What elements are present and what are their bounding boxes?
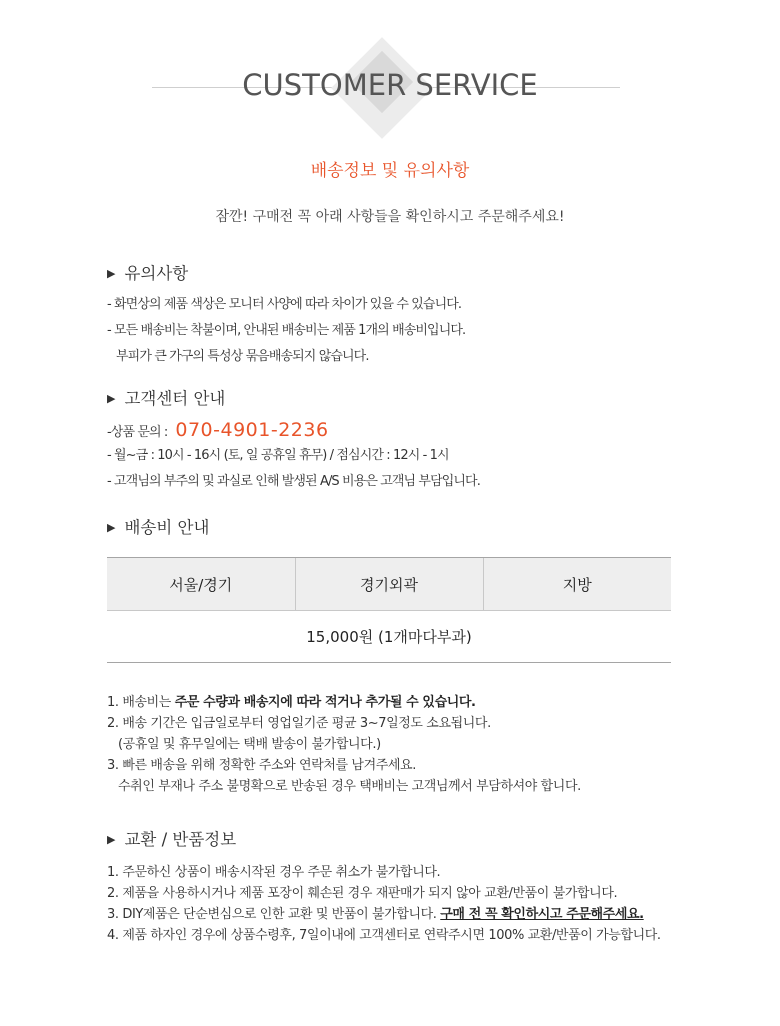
notice-line: - 모든 배송비는 착불이며, 안내된 배송비는 제품 1개의 배송비입니다. — [107, 323, 466, 338]
shipping-note — [107, 692, 581, 713]
table-header-gyeonggi-outer: 경기외곽 — [295, 558, 483, 611]
triangle-bullet-icon: ▶ — [107, 521, 116, 534]
notice-list — [107, 292, 465, 370]
exchange-note: 2. 제품을 사용하시거나 제품 포장이 훼손된 경우 재판매가 되지 않아 교환/반품이 불가합니다. — [107, 886, 618, 901]
shipping-note: 2. 배송 기간은 입금일로부터 영업일기준 평균 3~7일정도 소요됩니다. — [107, 716, 491, 731]
notice-line: 부피가 큰 가구의 특성상 묶음배송되지 않습니다. — [116, 349, 369, 364]
page-subtitle: 배송정보 및 유의사항 — [310, 161, 470, 181]
section-title-center — [107, 385, 225, 409]
note-bold-text: 주문 수량과 배송지에 따라 적거나 추가될 수 있습니다. — [174, 695, 476, 710]
center-line: - 월~금 : 10시 - 16시 (토, 일 공휴일 휴무) / 점심시간 : 12시 - 1시 — [107, 448, 449, 463]
table-header-province: 지방 — [483, 558, 671, 611]
center-list — [107, 417, 480, 495]
exchange-note — [107, 904, 661, 925]
cs-header — [0, 40, 780, 140]
shipping-note: 수취인 부재나 주소 불명확으로 반송된 경우 택배비는 고객님께서 부담하셔야 합니다. — [118, 779, 581, 794]
exchange-notes — [107, 862, 661, 946]
section-title-notice — [107, 260, 188, 284]
section-title-text: 교환 / 반품정보 — [124, 830, 237, 849]
center-line: - 고객님의 부주의 및 과실로 인해 발생된 A/S 비용은 고객님 부담입니다. — [107, 474, 480, 489]
section-title-text: 유의사항 — [124, 264, 189, 283]
shipping-notes — [107, 692, 581, 797]
note-underline-text: 구매 전 꼭 확인하시고 주문해주세요. — [440, 907, 644, 922]
section-title-text: 고객센터 안내 — [124, 389, 226, 408]
shipping-note: 3. 빠른 배송을 위해 정확한 주소와 연락처를 남겨주세요. — [107, 758, 416, 773]
note-text: 3. DIY제품은 단순변심으로 인한 교환 및 반품이 불가합니다. — [107, 907, 441, 922]
exchange-note: 4. 제품 하자인 경우에 상품수령후, 7일이내에 고객센터로 연락주시면 100% 교환/반품이 가능합니다. — [107, 928, 661, 943]
shipping-note: (공휴일 및 휴무일에는 택배 발송이 불가합니다.) — [118, 737, 381, 752]
notice-line: - 화면상의 제품 색상은 모니터 사양에 따라 차이가 있을 수 있습니다. — [107, 297, 462, 312]
triangle-bullet-icon: ▶ — [107, 392, 116, 405]
section-title-text: 배송비 안내 — [124, 518, 210, 537]
note-text: 1. 배송비는 — [107, 695, 175, 710]
exchange-note: 1. 주문하신 상품이 배송시작된 경우 주문 취소가 불가합니다. — [107, 865, 441, 880]
page-title: CUSTOMER SERVICE — [242, 68, 538, 102]
phone-number[interactable]: 070-4901-2236 — [175, 419, 329, 441]
table-header-seoul: 서울/경기 — [107, 558, 295, 611]
phone-label: -상품 문의 : — [107, 425, 168, 440]
phone-row — [107, 417, 480, 443]
section-title-exchange — [107, 826, 236, 850]
section-title-shipping — [107, 514, 209, 538]
triangle-bullet-icon: ▶ — [107, 833, 116, 846]
shipping-fee-table — [107, 557, 671, 663]
intro-text: 잠깐! 구매전 꼭 아래 사항들을 확인하시고 주문해주세요! — [215, 209, 565, 225]
table-fee-value: 15,000원 (1개마다부과) — [107, 611, 671, 663]
triangle-bullet-icon: ▶ — [107, 267, 116, 280]
